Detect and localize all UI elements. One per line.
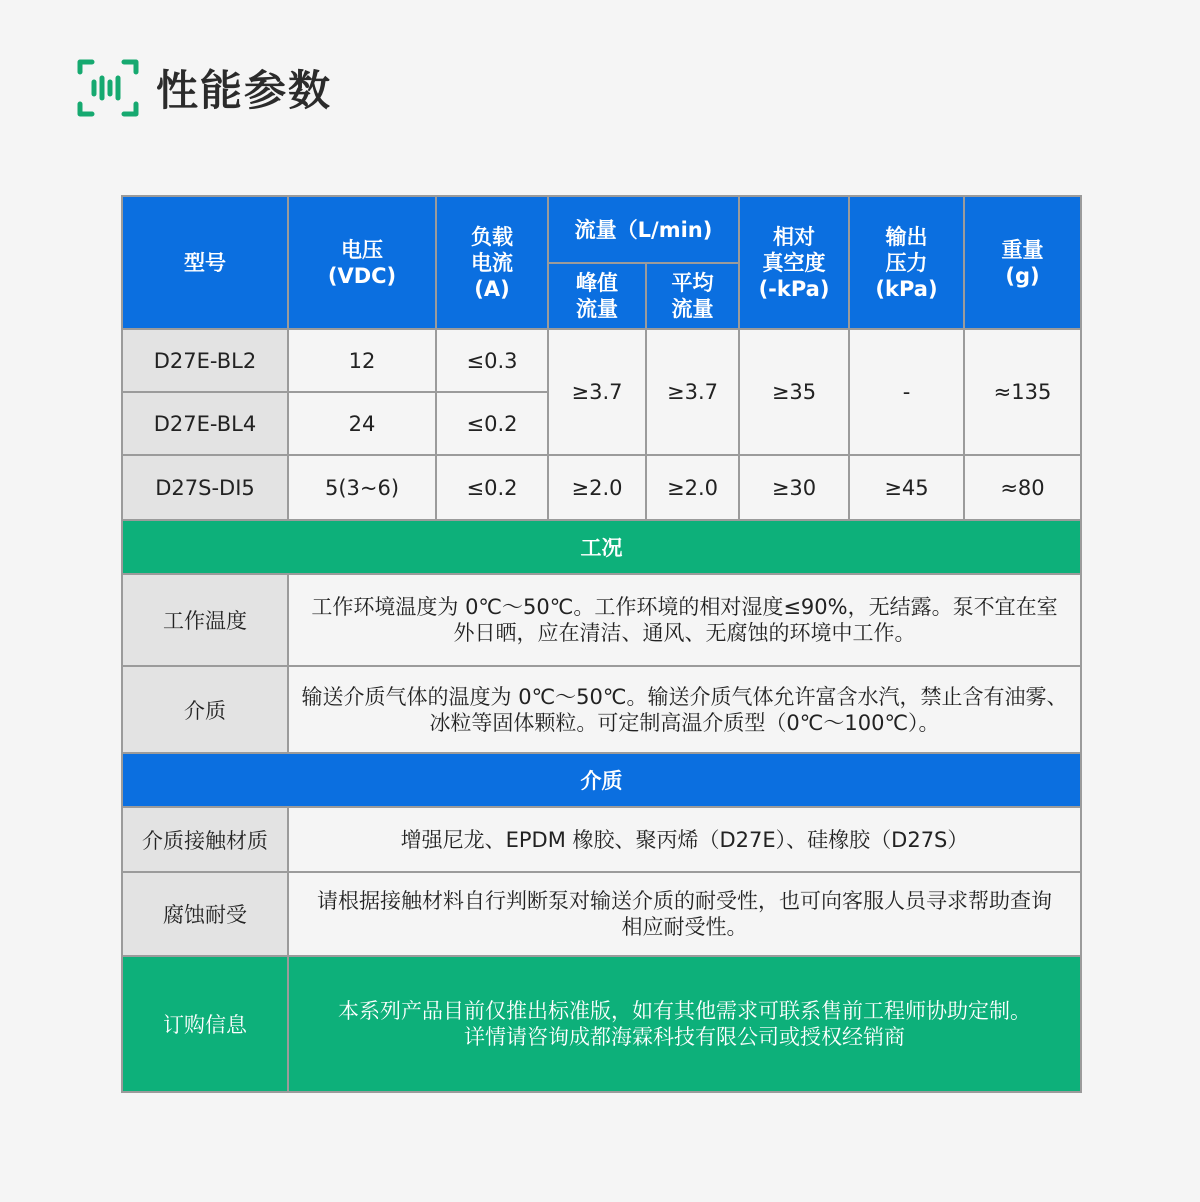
table-row: [122, 807, 1081, 872]
peak-flow-cell: ≥3.7: [548, 329, 646, 455]
table-row: [122, 956, 1081, 1092]
current-cell: ≤0.2: [436, 455, 548, 520]
barcode-scan-icon: [76, 56, 140, 120]
weight-cell: ≈135: [964, 329, 1081, 455]
text-work-temperature: 工作环境温度为 0℃～50℃。工作环境的相对湿度≤90%，无结露。泵不宜在室 外日晒，应在清洁、通风、无腐蚀的环境中工作。: [288, 574, 1081, 666]
header-current: 负载 电流 (A): [436, 196, 548, 329]
section-title-conditions: 工况: [122, 520, 1081, 574]
page-title: 性能参数: [156, 66, 333, 115]
header-flow: 流量（L/min): [548, 196, 739, 263]
avg-flow-cell: ≥3.7: [646, 329, 739, 455]
page-header: [76, 56, 332, 120]
table-row: [122, 872, 1081, 956]
model-cell: D27E-BL2: [122, 329, 288, 392]
table-row: [122, 329, 1081, 392]
header-pressure: 输出 压力 (kPa): [849, 196, 964, 329]
model-cell: D27E-BL4: [122, 392, 288, 455]
table-row: [122, 455, 1081, 520]
text-order-info: 本系列产品目前仅推出标准版，如有其他需求可联系售前工程师协助定制。 详情请咨询成都海霖科技有限公司或授权经销商: [288, 956, 1081, 1092]
voltage-cell: 24: [288, 392, 436, 455]
text-corrosion-resistance: 请根据接触材料自行判断泵对输送介质的耐受性，也可向客服人员寻求帮助查询 相应耐受性。: [288, 872, 1081, 956]
vacuum-cell: ≥35: [739, 329, 849, 455]
voltage-cell: 5(3~6): [288, 455, 436, 520]
label-medium: 介质: [122, 666, 288, 753]
header-avg-flow: 平均 流量: [646, 263, 739, 329]
header-peak-flow: 峰值 流量: [548, 263, 646, 329]
header-model: 型号: [122, 196, 288, 329]
label-order-info: 订购信息: [122, 956, 288, 1092]
text-contact-material: 增强尼龙、EPDM 橡胶、聚丙烯（D27E）、硅橡胶（D27S）: [288, 807, 1081, 872]
header-vacuum: 相对 真空度 (-kPa): [739, 196, 849, 329]
spec-table: [121, 195, 1082, 1093]
voltage-cell: 12: [288, 329, 436, 392]
current-cell: ≤0.2: [436, 392, 548, 455]
text-medium: 输送介质气体的温度为 0℃～50℃。输送介质气体允许富含水汽，禁止含有油雾、 冰粒等固体颗粒。可定制高温介质型（0℃～100℃）。: [288, 666, 1081, 753]
table-row: [122, 574, 1081, 666]
label-work-temperature: 工作温度: [122, 574, 288, 666]
current-cell: ≤0.3: [436, 329, 548, 392]
weight-cell: ≈80: [964, 455, 1081, 520]
pressure-cell: ≥45: [849, 455, 964, 520]
table-row: [122, 666, 1081, 753]
section-title-medium: 介质: [122, 753, 1081, 807]
label-corrosion-resistance: 腐蚀耐受: [122, 872, 288, 956]
header-voltage: 电压 (VDC): [288, 196, 436, 329]
model-cell: D27S-DI5: [122, 455, 288, 520]
label-contact-material: 介质接触材质: [122, 807, 288, 872]
header-weight: 重量 (g): [964, 196, 1081, 329]
peak-flow-cell: ≥2.0: [548, 455, 646, 520]
avg-flow-cell: ≥2.0: [646, 455, 739, 520]
pressure-cell: -: [849, 329, 964, 455]
vacuum-cell: ≥30: [739, 455, 849, 520]
